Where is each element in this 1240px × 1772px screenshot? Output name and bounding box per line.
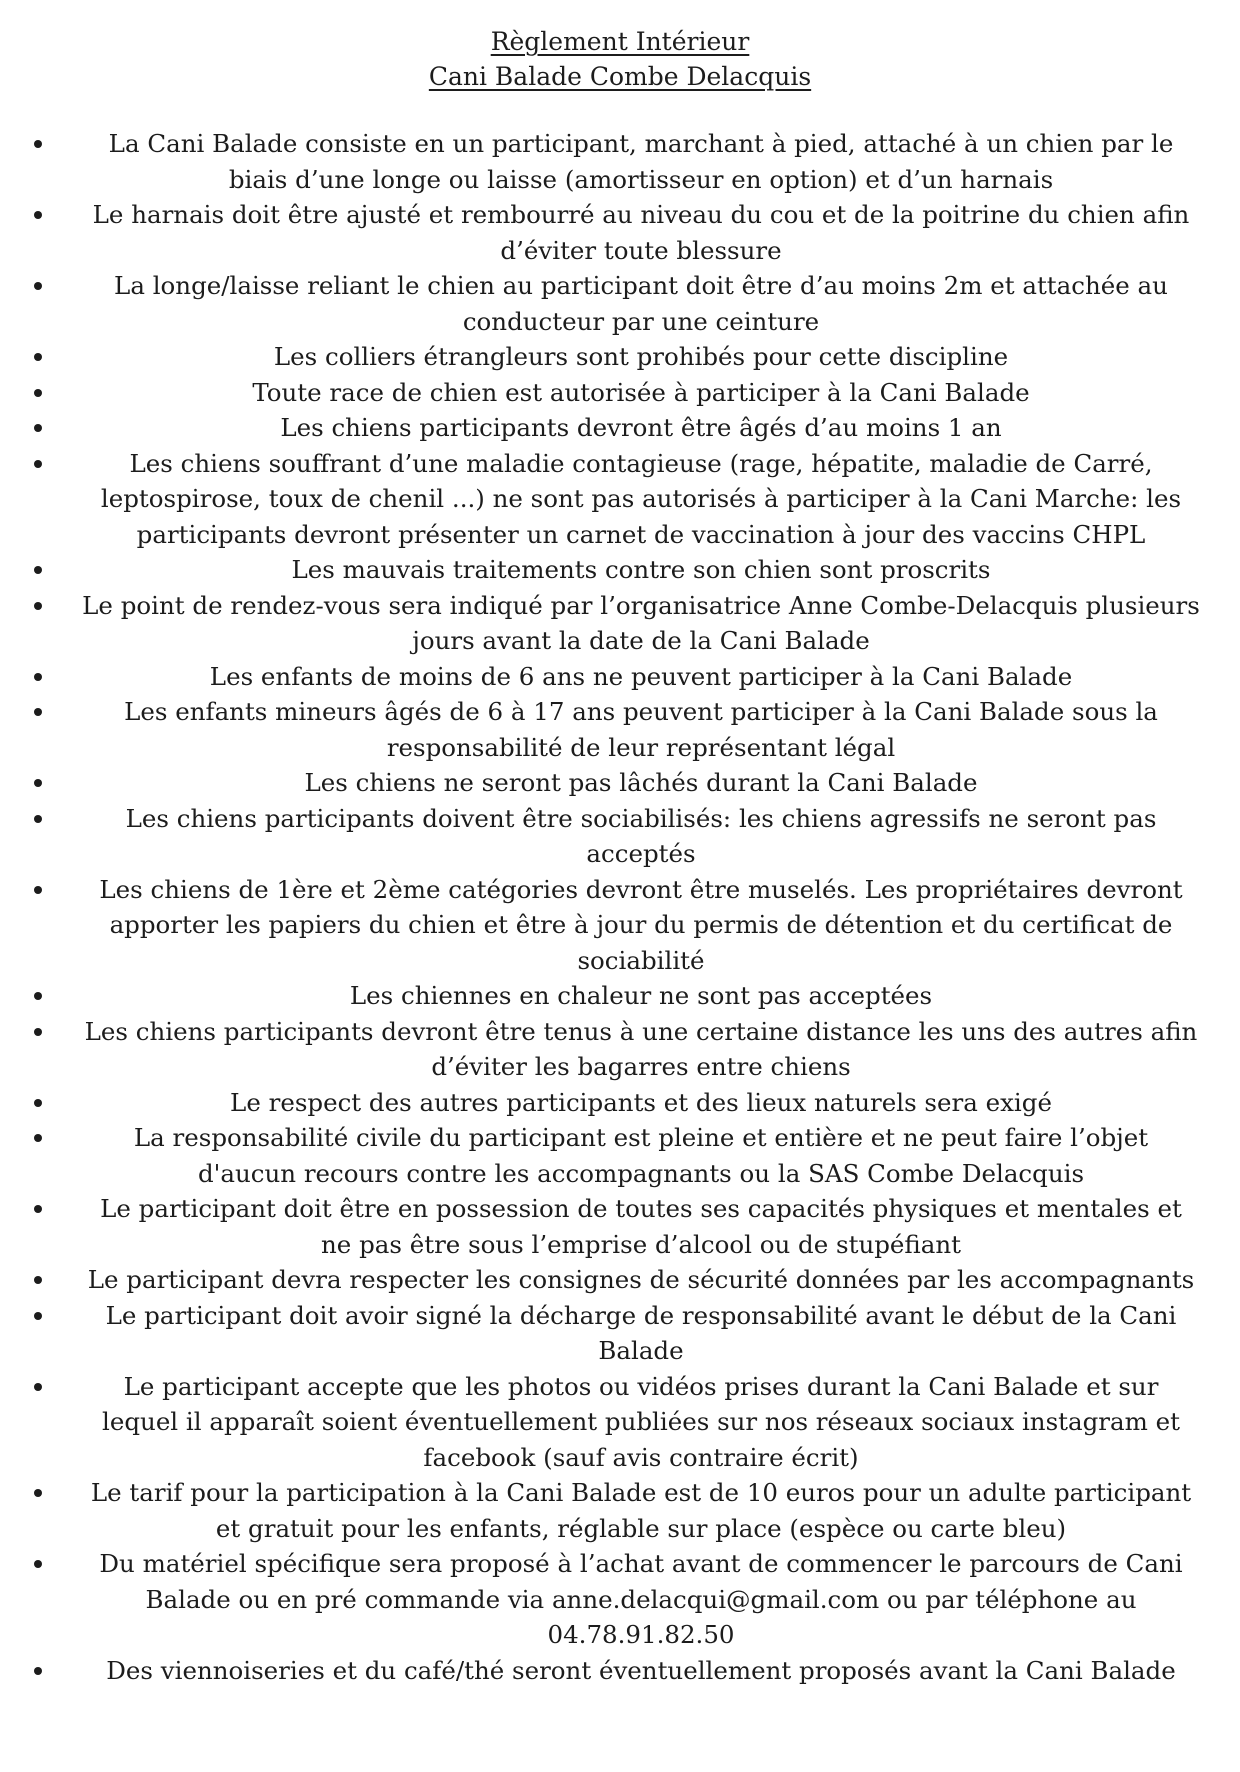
rule-text: Les chiens souffrant d’une maladie contagieuse (rage, hépatite, maladie de Carré, leptospirose, toux de chenil ...) ne sont pas autorisés à participer à la Cani Marche: les participants devront présenter un carnet de vaccination à jour des vaccins CHPL (100, 448, 1182, 549)
rule-item (82, 1369, 1200, 1476)
rule-item (82, 1475, 1200, 1546)
rule-text: La longe/laisse reliant le chien au participant doit être d’au moins 2m et attachée au conducteur par une ceinture (114, 271, 1168, 336)
bullet-icon (34, 978, 44, 1013)
rule-item (82, 659, 1200, 695)
bullet-icon (34, 126, 44, 161)
bullet-icon (34, 446, 44, 481)
rule-text: Le participant doit avoir signé la décharge de responsabilité avant le début de la Cani Balade (105, 1300, 1177, 1365)
bullet-icon (34, 1120, 44, 1155)
rule-text: Les chiens participants devront être tenus à une certaine distance les uns des autres afin d’éviter les bagarres entre chiens (84, 1016, 1198, 1081)
rule-item (82, 1085, 1200, 1121)
rule-text: Des viennoiseries et du café/thé seront éventuellement proposés avant la Cani Balade (106, 1655, 1176, 1685)
rule-item (82, 410, 1200, 446)
bullet-icon (34, 588, 44, 623)
bullet-icon (34, 1085, 44, 1120)
rule-text: La Cani Balade consiste en un participant, marchant à pied, attaché à un chien par le biais d’une longe ou laisse (amortisseur en option) et d’un harnais (108, 129, 1174, 194)
bullet-icon (34, 552, 44, 587)
bullet-icon (34, 268, 44, 303)
bullet-icon (34, 872, 44, 907)
document-title (0, 0, 1240, 94)
rule-text: Du matériel spécifique sera proposé à l’achat avant de commencer le parcours de Cani Balade ou en pré commande via anne.delacqui@gmail.com ou par téléphone au 04.78.91.82.50 (99, 1549, 1183, 1649)
rule-item (82, 375, 1200, 411)
rule-text: Les chiens ne seront pas lâchés durant la Cani Balade (304, 768, 978, 797)
bullet-icon (34, 801, 44, 836)
rule-item (82, 1262, 1200, 1298)
rule-text: Les enfants mineurs âgés de 6 à 17 ans peuvent participer à la Cani Balade sous la responsabilité de leur représentant légal (124, 697, 1158, 762)
rule-item (82, 1191, 1200, 1262)
rule-text: Les chiens de 1ère et 2ème catégories devront être muselés. Les propriétaires devront apporter les papiers du chien et être à jour du permis de détention et du certificat de sociabilité (99, 874, 1183, 975)
rule-item (82, 801, 1200, 872)
rule-text: Les chiens participants devront être âgés d’au moins 1 an (280, 413, 1002, 442)
rule-item (82, 126, 1200, 197)
rule-text: Les mauvais traitements contre son chien sont proscrits (291, 555, 991, 584)
bullet-icon (34, 1262, 44, 1297)
rule-item (82, 552, 1200, 588)
bullet-icon (34, 339, 44, 374)
rule-item (82, 339, 1200, 375)
rule-item (82, 872, 1200, 979)
bullet-icon (34, 1298, 44, 1333)
rule-item (82, 978, 1200, 1014)
rule-text: Toute race de chien est autorisée à participer à la Cani Balade (252, 377, 1030, 407)
rule-text: Le participant devra respecter les consignes de sécurité données par les accompagnants (87, 1265, 1195, 1294)
bullet-icon (34, 765, 44, 800)
rule-text: Le respect des autres participants et des lieux naturels sera exigé (230, 1087, 1052, 1117)
rule-text: Le harnais doit être ajusté et rembourré au niveau du cou et de la poitrine du chien afin d’éviter toute blessure (92, 200, 1190, 265)
rule-item (82, 1014, 1200, 1085)
rule-text: Les chiens participants doivent être sociabilisés: les chiens agressifs ne seront pas acceptés (125, 803, 1157, 868)
bullet-icon (34, 1369, 44, 1404)
rule-text: Les enfants de moins de 6 ans ne peuvent participer à la Cani Balade (209, 661, 1073, 691)
rule-text: Les colliers étrangleurs sont prohibés pour cette discipline (273, 342, 1009, 371)
bullet-icon (34, 1475, 44, 1510)
title-line-2: Cani Balade Combe Delacquis (428, 62, 812, 91)
rule-text: Le participant accepte que les photos ou vidéos prises durant la Cani Balade et sur lequel il apparaît soient éventuellement publiées sur nos réseaux sociaux instagram et facebook (sauf avis contraire écrit) (102, 1371, 1180, 1472)
rule-text: Le point de rendez-vous sera indiqué par l’organisatrice Anne Combe-Delacquis plusieurs jours avant la date de la Cani Balade (82, 590, 1200, 655)
rule-item (82, 1298, 1200, 1369)
rule-item (82, 1546, 1200, 1653)
bullet-icon (34, 1014, 44, 1049)
rule-item (82, 446, 1200, 553)
bullet-icon (34, 694, 44, 729)
bullet-icon (34, 1546, 44, 1581)
bullet-icon (34, 410, 44, 445)
rule-item (82, 588, 1200, 659)
rule-text: La responsabilité civile du participant est pleine et entière et ne peut faire l’objet d'aucun recours contre les accompagnants ou la SAS Combe Delacquis (133, 1123, 1149, 1188)
bullet-icon (34, 659, 44, 694)
rules-list (0, 126, 1240, 1688)
rule-text: Les chiennes en chaleur ne sont pas acceptées (349, 981, 933, 1010)
rule-item (82, 765, 1200, 801)
rule-item (82, 197, 1200, 268)
rule-item (82, 1653, 1200, 1689)
rule-item (82, 694, 1200, 765)
title-line-1: Règlement Intérieur (490, 27, 750, 56)
rule-item (82, 268, 1200, 339)
rule-item (82, 1120, 1200, 1191)
bullet-icon (34, 1191, 44, 1226)
rule-text: Le participant doit être en possession de toutes ses capacités physiques et mentales et ne pas être sous l’emprise d’alcool ou de stupéfiant (100, 1194, 1182, 1259)
bullet-icon (34, 197, 44, 232)
bullet-icon (34, 1653, 44, 1688)
bullet-icon (34, 375, 44, 410)
rule-text: Le tarif pour la participation à la Cani Balade est de 10 euros pour un adulte participant et gratuit pour les enfants, réglable sur place (espèce ou carte bleu) (90, 1478, 1192, 1543)
